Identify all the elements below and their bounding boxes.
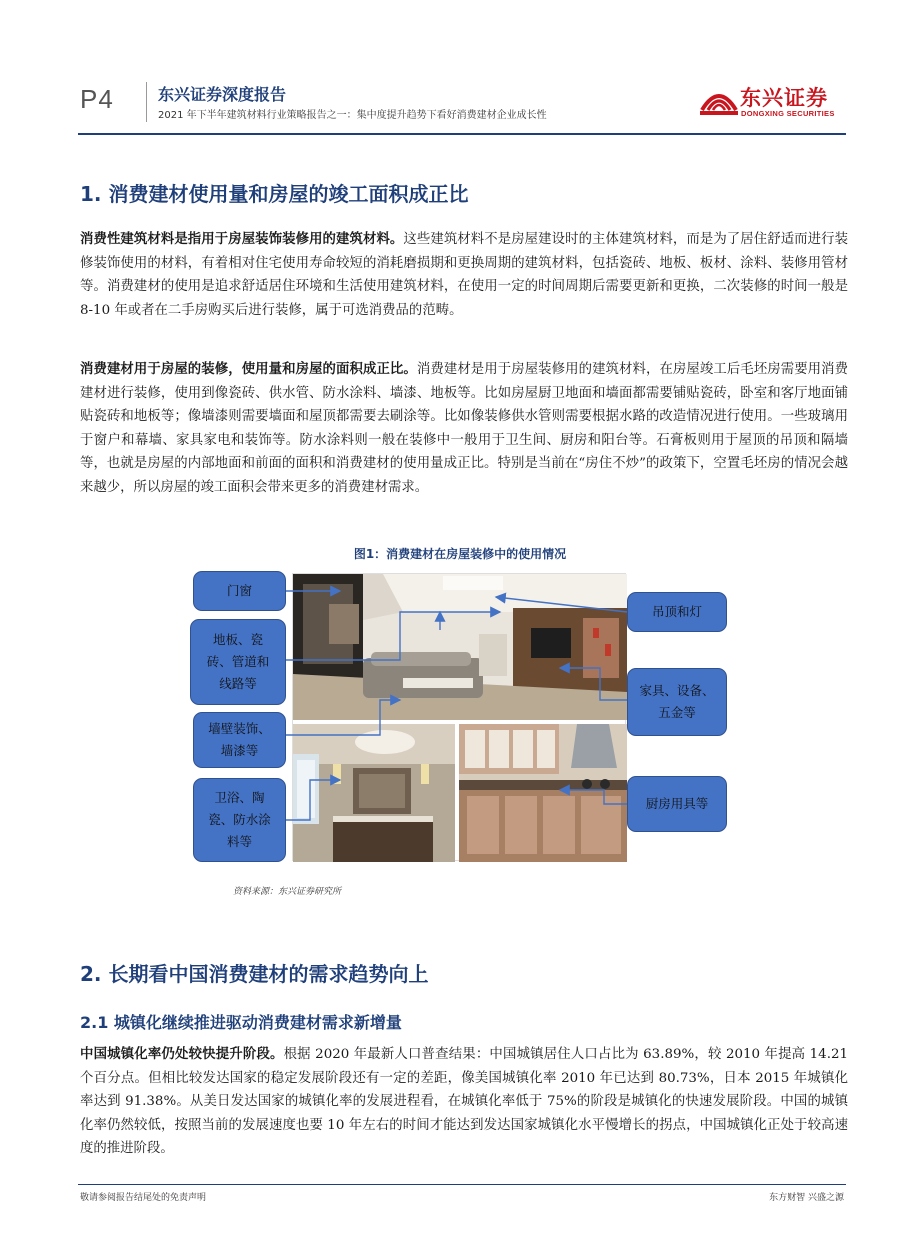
footer-slogan: 东方财智 兴盛之源 — [769, 1193, 844, 1203]
section-1-paragraph-1 — [80, 228, 848, 322]
kitchen-photo — [459, 724, 627, 862]
company-logo — [700, 80, 850, 124]
para-1-lead: 消费性建筑材料是指用于房屋装饰装修用的建筑材料。 — [80, 231, 404, 247]
section-1-heading: 1. 消费建材使用量和房屋的竣工面积成正比 — [80, 182, 469, 206]
logo-subtext: DONGXING SECURITIES — [741, 109, 835, 118]
logo-emblem-icon — [700, 80, 738, 120]
footer-rule — [78, 1184, 846, 1185]
callout-ceiling-light: 吊顶和灯 — [627, 592, 727, 632]
section-2-lead: 中国城镇化率仍处较快提升阶段。 — [80, 1046, 284, 1062]
logo-text: 东兴证券 — [740, 86, 828, 110]
living-room-photo — [293, 574, 627, 720]
section-1-paragraph-2 — [80, 358, 848, 500]
figure-1-title: 图1：消费建材在房屋装修中的使用情况 — [353, 547, 567, 561]
section-2-heading: 2. 长期看中国消费建材的需求趋势向上 — [80, 962, 429, 986]
figure-1-source: 资料来源：东兴证券研究所 — [233, 887, 342, 897]
page-number: P4 — [80, 84, 114, 114]
report-title: 东兴证券深度报告 — [158, 85, 287, 104]
header-rule — [78, 133, 846, 135]
callout-door-window: 门窗 — [193, 571, 286, 611]
footer-disclaimer: 敬请参阅报告结尾处的免责声明 — [80, 1193, 207, 1203]
para-1-body: 这些建筑材料不是房屋建设时的主体建筑材料，而是为了居住舒适而进行装修装饰使用的材料，有着相对住宅使用寿命较短的消耗磨损期和更换周期的建筑材料，包括瓷砖、地板、板材、涂料、装修用管材等。消费建材的使用是追求舒适居住环境和生活使用建筑材料，在使用一定的时间周期后需要更新和更换，二次装修的时间一般是 8-10 年或者在二手房购买后进行装修，属于可选消费品的范畴。 — [80, 232, 848, 318]
callout-furniture: 家具、设备、五金等 — [627, 668, 727, 736]
section-2-paragraph — [80, 1043, 848, 1161]
bathroom-photo — [293, 724, 455, 862]
figure-1-photo-collage — [292, 573, 626, 861]
callout-floor-tile: 地板、瓷砖、管道和线路等 — [190, 619, 286, 705]
para-2-body: 消费建材是用于房屋装修用的建筑材料，在房屋竣工后毛坯房需要用消费建材进行装修，使用到像瓷砖、供水管、防水涂料、墙漆、地板等。比如房屋厨卫地面和墙面都需要铺贴瓷砖，卧室和客厅地面铺贴瓷砖和地板等；像墙漆则需要墙面和屋顶都需要去刷涂等。比如像装修供水管则需要根据水路的改造情况进行使用。一些玻璃用于窗户和幕墙、家具家电和装饰等。防水涂料则一般在装修中一般用于卫生间、厨房和阳台等。石膏板则用于屋顶的吊顶和隔墙等，也就是房屋的内部地面和前面的面积和消费建材的使用量成正比。特别是当前在“房住不炒”的政策下，空置毛坯房的情况会越来越少，所以房屋的竣工面积会带来更多的消费建材需求。 — [80, 362, 849, 495]
callout-bath: 卫浴、陶瓷、防水涂料等 — [193, 778, 286, 862]
para-2-lead: 消费建材用于房屋的装修，使用量和房屋的面积成正比。 — [80, 361, 417, 377]
section-2-body: 根据 2020 年最新人口普查结果：中国城镇居住人口占比为 63.89%，较 2010 年提高 14.21 个百分点。但相比较发达国家的稳定发展阶段还有一定的差距，像美国城镇化率 2010 年已达到 80.73%，日本 2015 年城镇化率达到 91.38%。从美日发达国家的城镇化率的发展进程看，在城镇化率低于 75%的阶段是城镇化的快速发展阶段。中国的城镇化率仍然较低，按照当前的发展速度也要 10 年左右的时间才能达到发达国家城镇化水平慢增长的拐点，中国城镇化正处于较高速度的推进阶段。 — [80, 1047, 848, 1157]
section-2-1-heading: 2.1 城镇化继续推进驱动消费建材需求新增量 — [80, 1013, 402, 1032]
header-divider — [146, 82, 147, 122]
report-subtitle: 2021 年下半年建筑材料行业策略报告之一：集中度提升趋势下看好消费建材企业成长性 — [158, 110, 547, 121]
callout-kitchen: 厨房用具等 — [627, 776, 727, 832]
callout-wall-decor: 墙壁装饰、墙漆等 — [193, 712, 286, 768]
